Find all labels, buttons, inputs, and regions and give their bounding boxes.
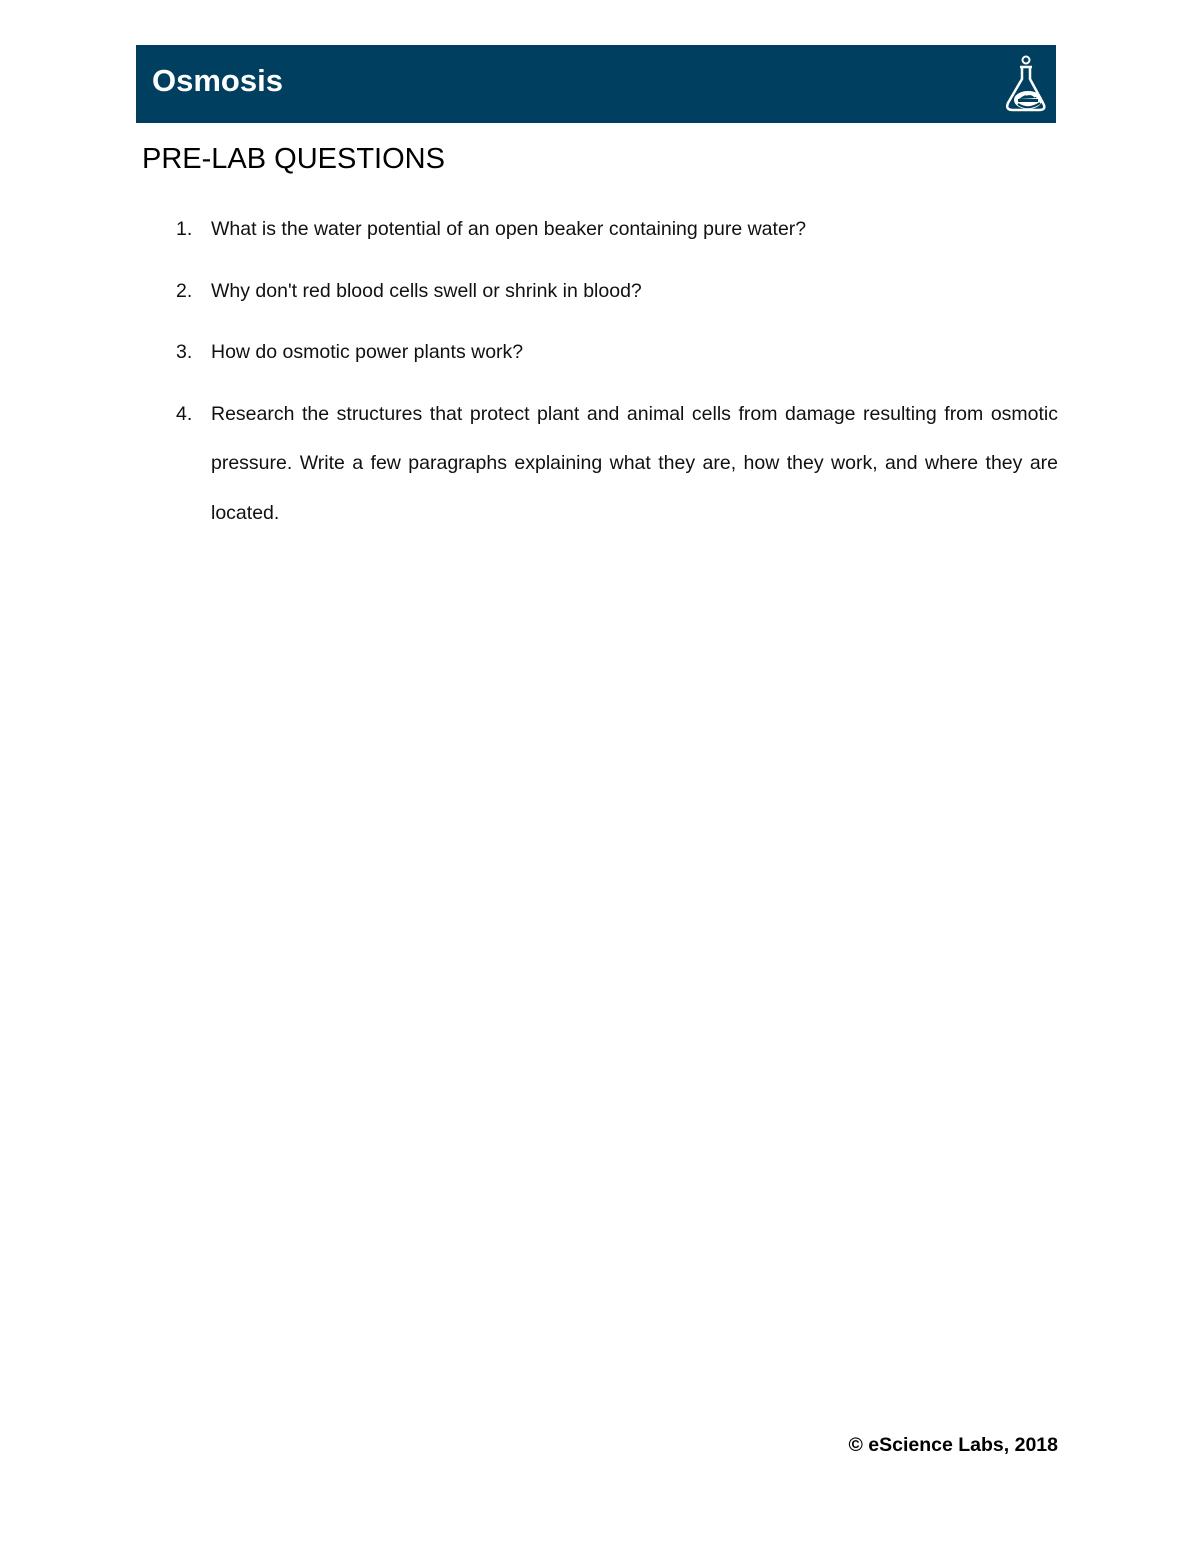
question-number: 1.	[176, 218, 193, 240]
question-number: 3.	[176, 341, 193, 363]
flask-e-logo-icon	[1002, 55, 1048, 113]
document-title: Osmosis	[152, 63, 283, 98]
question-number: 4.	[176, 402, 193, 425]
question-text: What is the water potential of an open beaker containing pure water?	[211, 218, 807, 240]
question-text: How do osmotic power plants work?	[211, 341, 524, 363]
question-item	[172, 267, 1058, 317]
question-text: Research the structures that protect plant and animal cells from damage resulting from osmotic pressure. Write a few paragraphs explaining what they are, how they work, and where they are located.	[211, 402, 1058, 524]
header-bar	[136, 45, 1056, 123]
question-list	[172, 205, 1058, 550]
question-text: Why don't red blood cells swell or shrink in blood?	[211, 279, 642, 302]
question-item	[172, 205, 1058, 255]
copyright-footer: © eScience Labs, 2018	[848, 1434, 1058, 1456]
question-number: 2.	[176, 279, 193, 302]
question-item	[172, 328, 1058, 378]
section-heading: PRE-LAB QUESTIONS	[142, 143, 445, 175]
question-item	[172, 390, 1058, 539]
